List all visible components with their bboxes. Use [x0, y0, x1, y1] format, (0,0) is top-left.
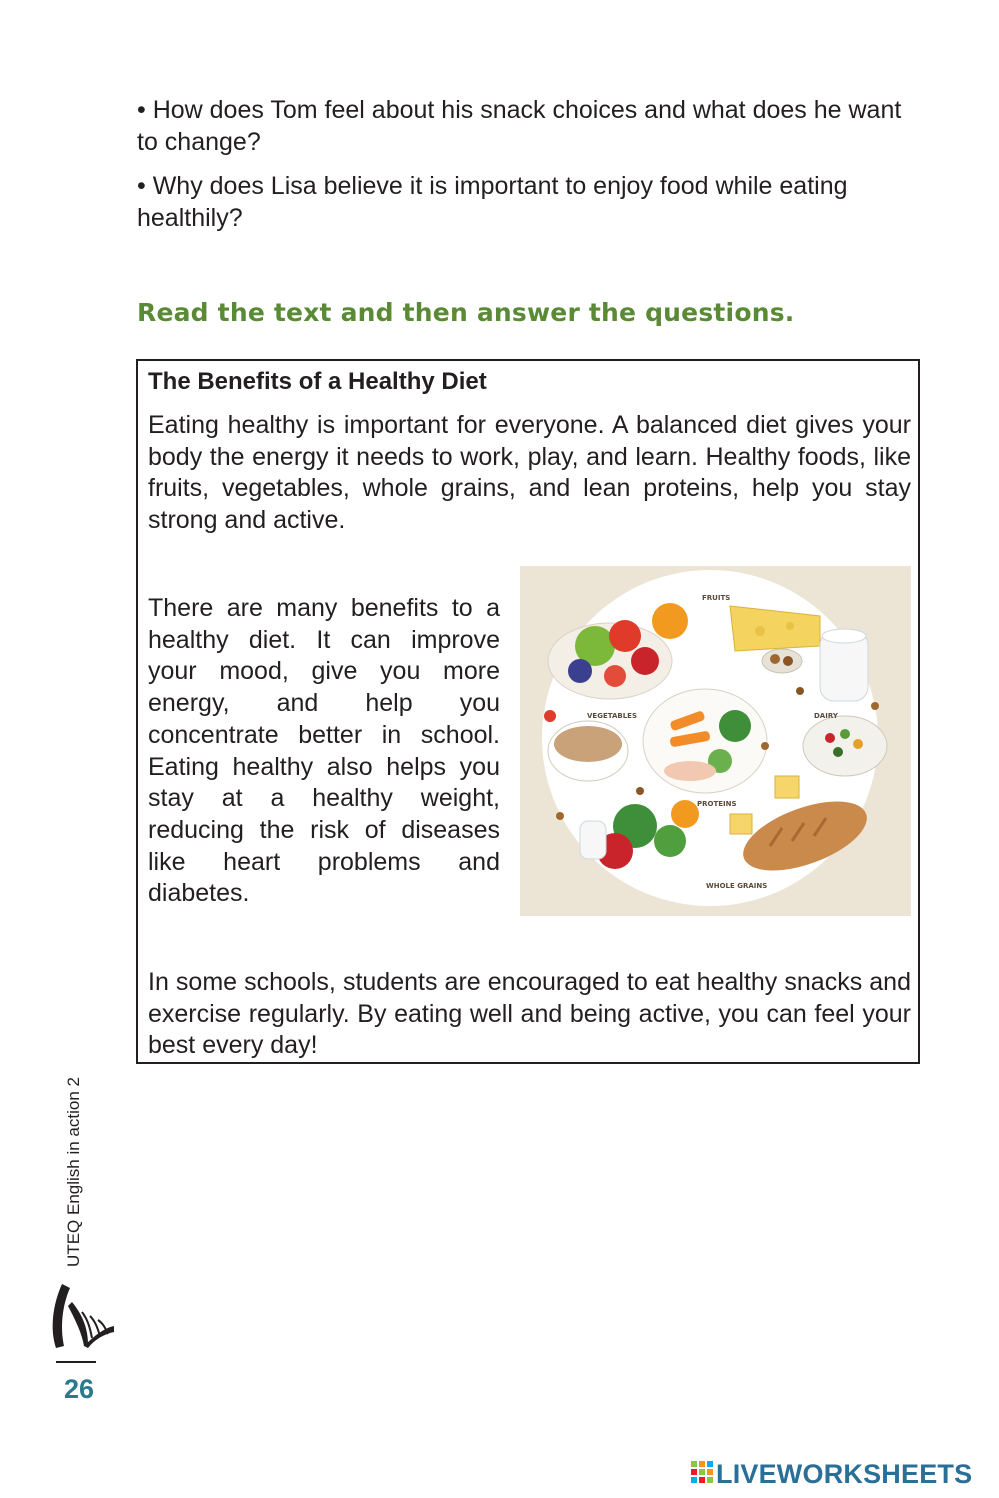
- instruction-heading: Read the text and then answer the questions.: [137, 298, 795, 327]
- open-book-icon: [42, 1276, 118, 1361]
- label-dairy: DAIRY: [814, 712, 838, 720]
- reading-title: The Benefits of a Healthy Diet: [148, 368, 487, 395]
- paragraph-intro: Eating healthy is important for everyone. A balanced diet gives your body the energy it needs to work, play, and learn. Healthy foods, like fruits, vegetables, whole grains, and lean proteins, help you stay strong and active.: [148, 411, 911, 535]
- book-title-vertical: [58, 1072, 90, 1272]
- liveworksheets-watermark: [691, 1459, 972, 1489]
- book-title-text: UTEQ English in action 2: [64, 1077, 83, 1267]
- label-fruits: FRUITS: [702, 594, 731, 602]
- label-whole-grains: WHOLE GRAINS: [706, 882, 768, 890]
- question-tom: • How does Tom feel about his snack choices and what does he want to change?: [137, 96, 902, 156]
- label-vegetables: VEGETABLES: [587, 712, 637, 720]
- page-number: 26: [64, 1374, 95, 1404]
- reading-box: [136, 359, 920, 1064]
- liveworksheets-text: LIVEWORKSHEETS: [716, 1458, 973, 1489]
- paragraph-schools: In some schools, students are encouraged to eat healthy snacks and exercise regularly. By eating well and being active, you can feel your best every day!: [148, 968, 911, 1060]
- liveworksheets-logo-icon: [691, 1461, 713, 1488]
- footer-divider: [56, 1361, 96, 1363]
- paragraph-benefits: There are many benefits to a healthy diet. It can improve your mood, give you more energy, and help you concentrate better in school. Eating healthy also helps you stay at a healthy weight, reducing the risk of diseases like heart problems and diabetes.: [148, 594, 500, 908]
- label-proteins: PROTEINS: [697, 800, 737, 808]
- question-lisa: • Why does Lisa believe it is important to enjoy food while eating healthily?: [137, 172, 848, 232]
- healthy-plate-image: [520, 566, 911, 916]
